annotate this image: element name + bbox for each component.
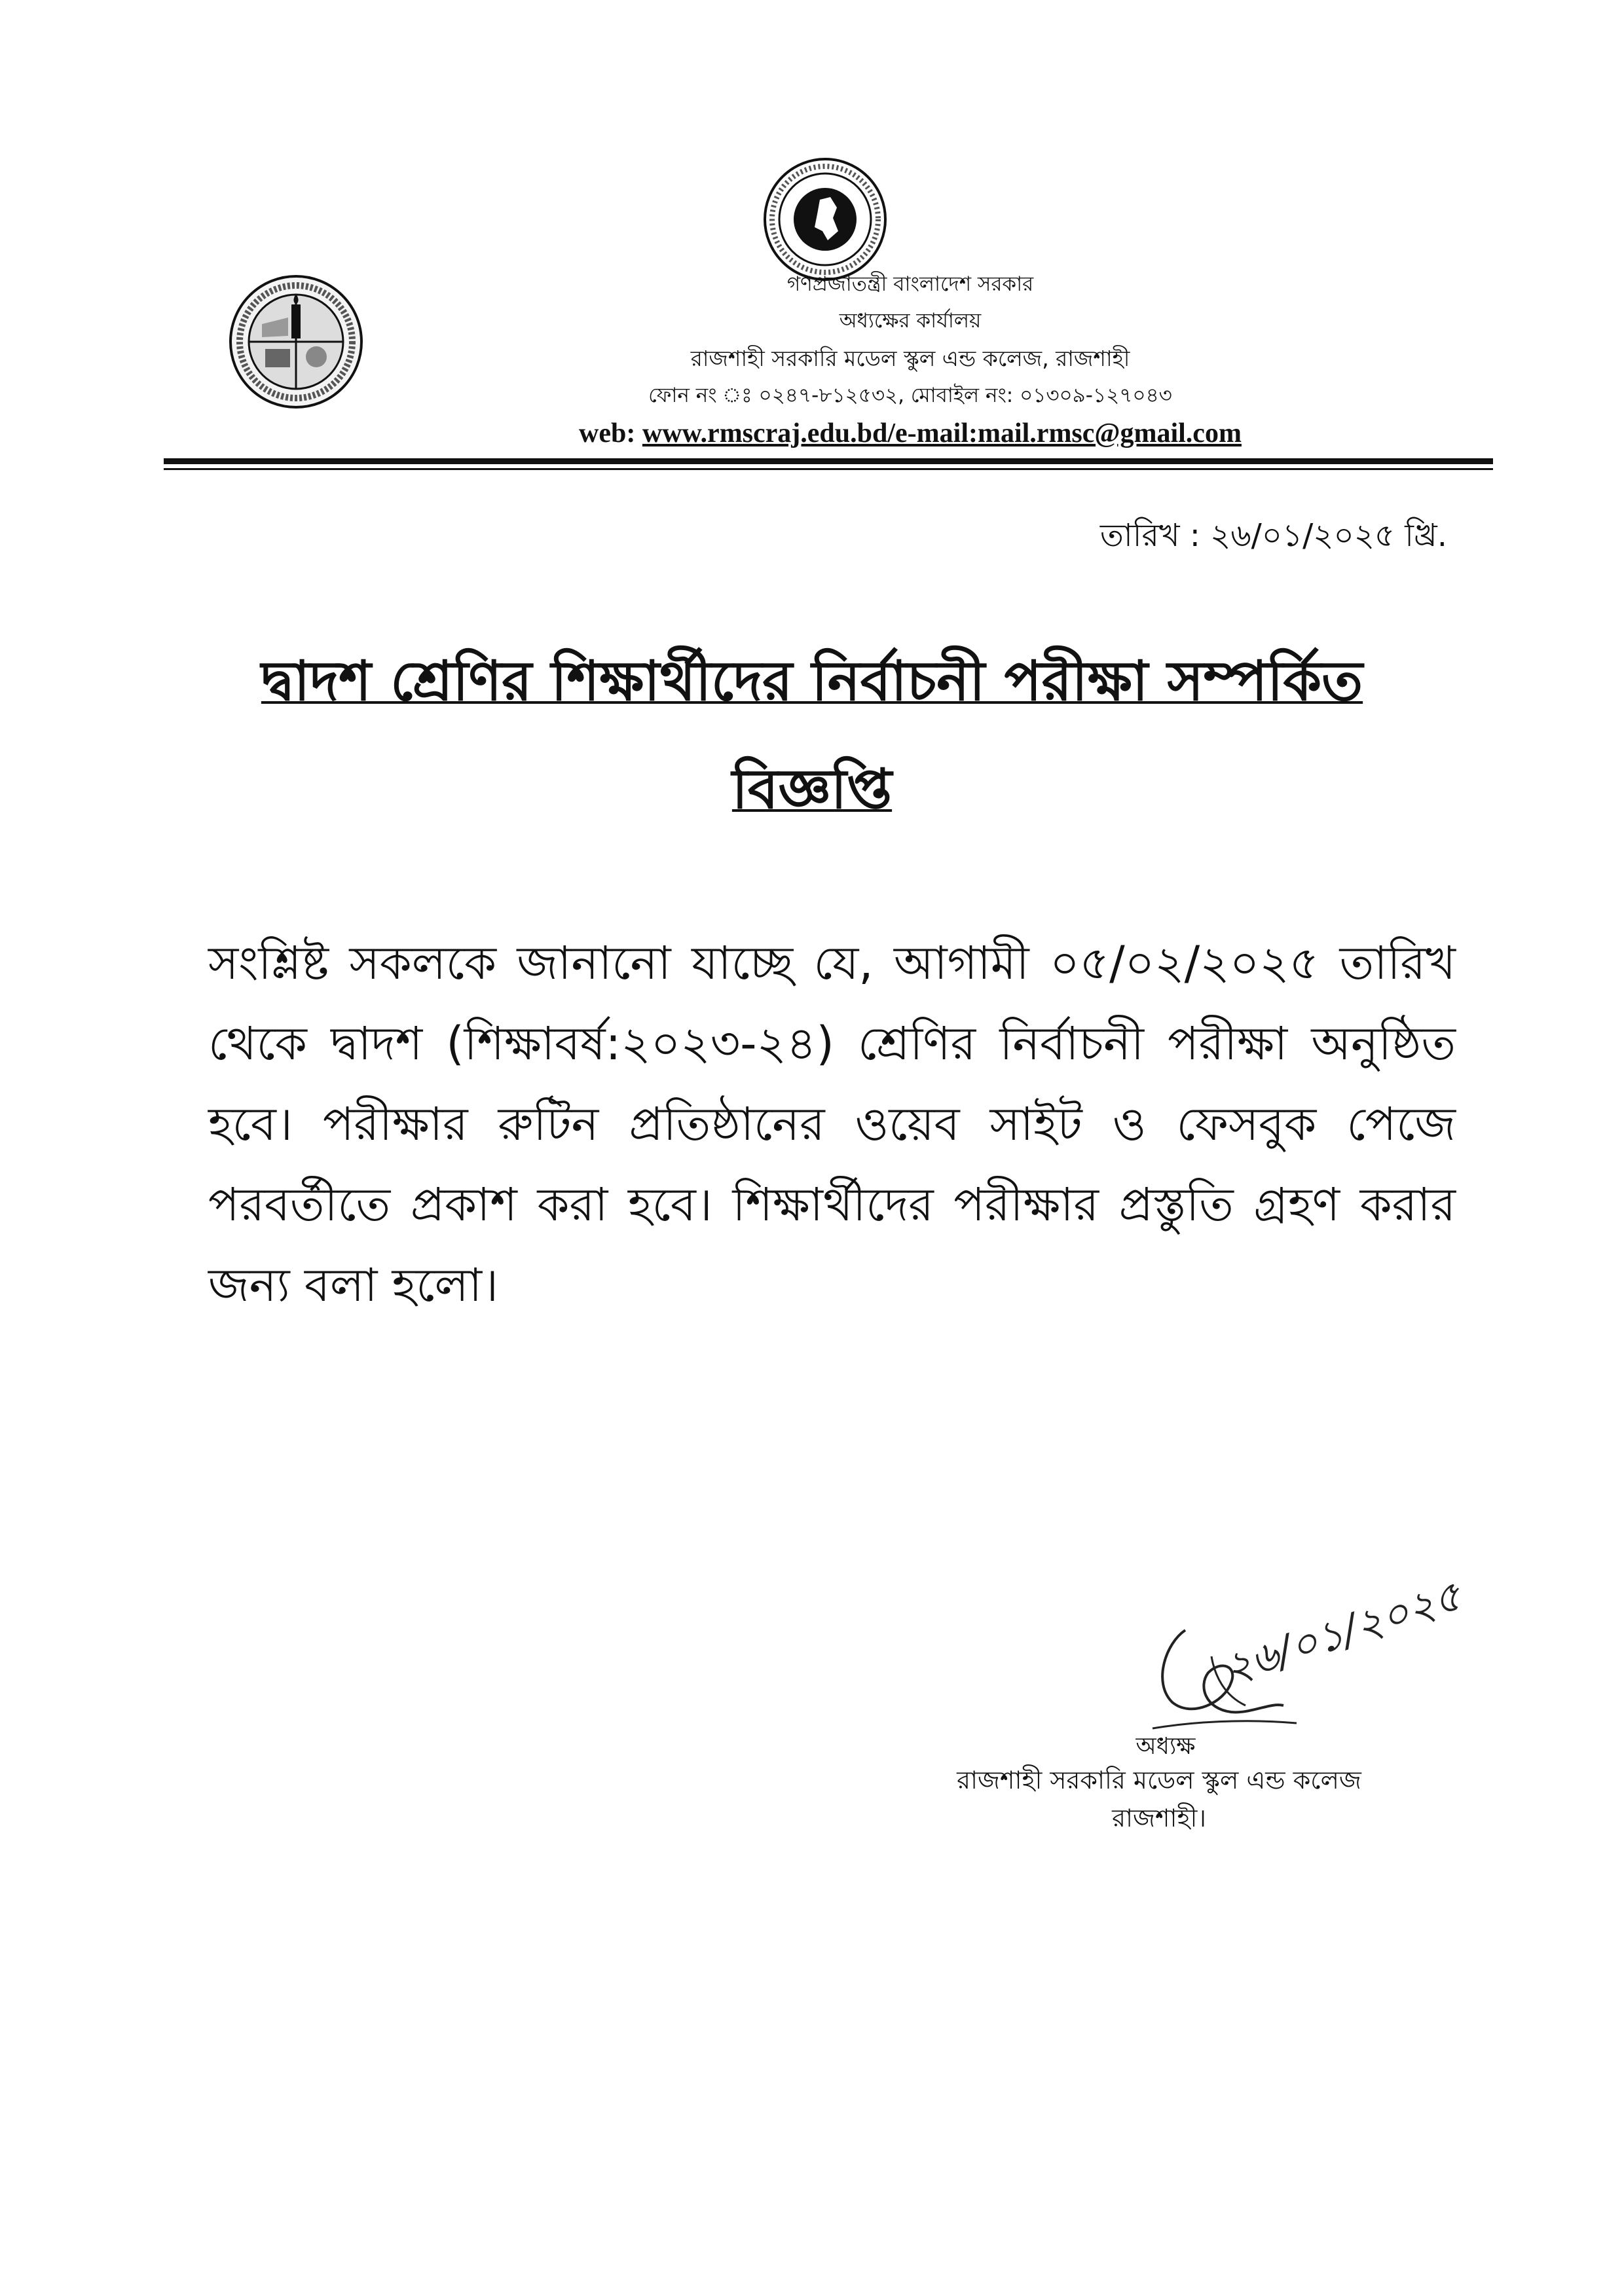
header-divider-thick: [164, 458, 1493, 464]
web-prefix: web:: [579, 418, 642, 448]
notice-date: তারিখ : ২৬/০১/২০২৫ খ্রি.: [1099, 517, 1447, 554]
institution-address: রাজশাহী সরকারি মডেল স্কুল এন্ড কলেজ, রাজশাহী: [690, 346, 1130, 371]
handwritten-date: ২৬/০১/২০২৫: [1218, 1571, 1467, 1694]
signatory-institution: রাজশাহী সরকারি মডেল স্কুল এন্ড কলেজ: [957, 1766, 1361, 1795]
government-name: গণপ্রজাতন্ত্রী বাংলাদেশ সরকার: [786, 272, 1034, 296]
office-name: অধ্যক্ষের কার্যালয়: [839, 309, 982, 333]
notice-title-text: দ্বাদশ শ্রেণির শিক্ষার্থীদের নির্বাচনী পরীক্ষা সম্পর্কিত: [261, 649, 1363, 713]
contact-numbers: ফোন নং ঃ ০২৪৭-৮১২৫৩২, মোবাইল নং: ০১৩০৯-১২৭০৪৩: [648, 384, 1172, 407]
notice-title: [131, 638, 1493, 731]
notice-subtitle: [131, 746, 1493, 839]
notice-body: সংশ্লিষ্ট সকলকে জানানো যাচ্ছে যে, আগামী ০৫/০২/২০২৫ তারিখ থেকে দ্বাদশ (শিক্ষাবর্ষ:২০২৩-২৪) শ্রেণির নির্বাচনী পরীক্ষা অনুষ্ঠিত হবে। পরীক্ষার রুটিন প্রতিষ্ঠানের ওয়েব সাইট ও ফেসবুক পেজে পরবর্তীতে প্রকাশ করা হবে। শিক্ষার্থীদের পরীক্ষার প্রস্তুতি গ্রহণ করার জন্য বলা হলো।: [208, 936, 1456, 1312]
bangladesh-government-seal-icon: [760, 154, 891, 285]
signatory-city: রাজশাহী।: [1112, 1804, 1206, 1832]
web-email-line: [98, 418, 1624, 449]
web-email-link[interactable]: www.rmscraj.edu.bd/e-mail:mail.rmsc@gmail.com: [642, 418, 1242, 448]
notice-subtitle-text: বিজ্ঞপ্তি: [731, 757, 893, 821]
header-divider-thin: [164, 468, 1493, 470]
signatory-role: অধ্যক্ষ: [1135, 1733, 1196, 1760]
